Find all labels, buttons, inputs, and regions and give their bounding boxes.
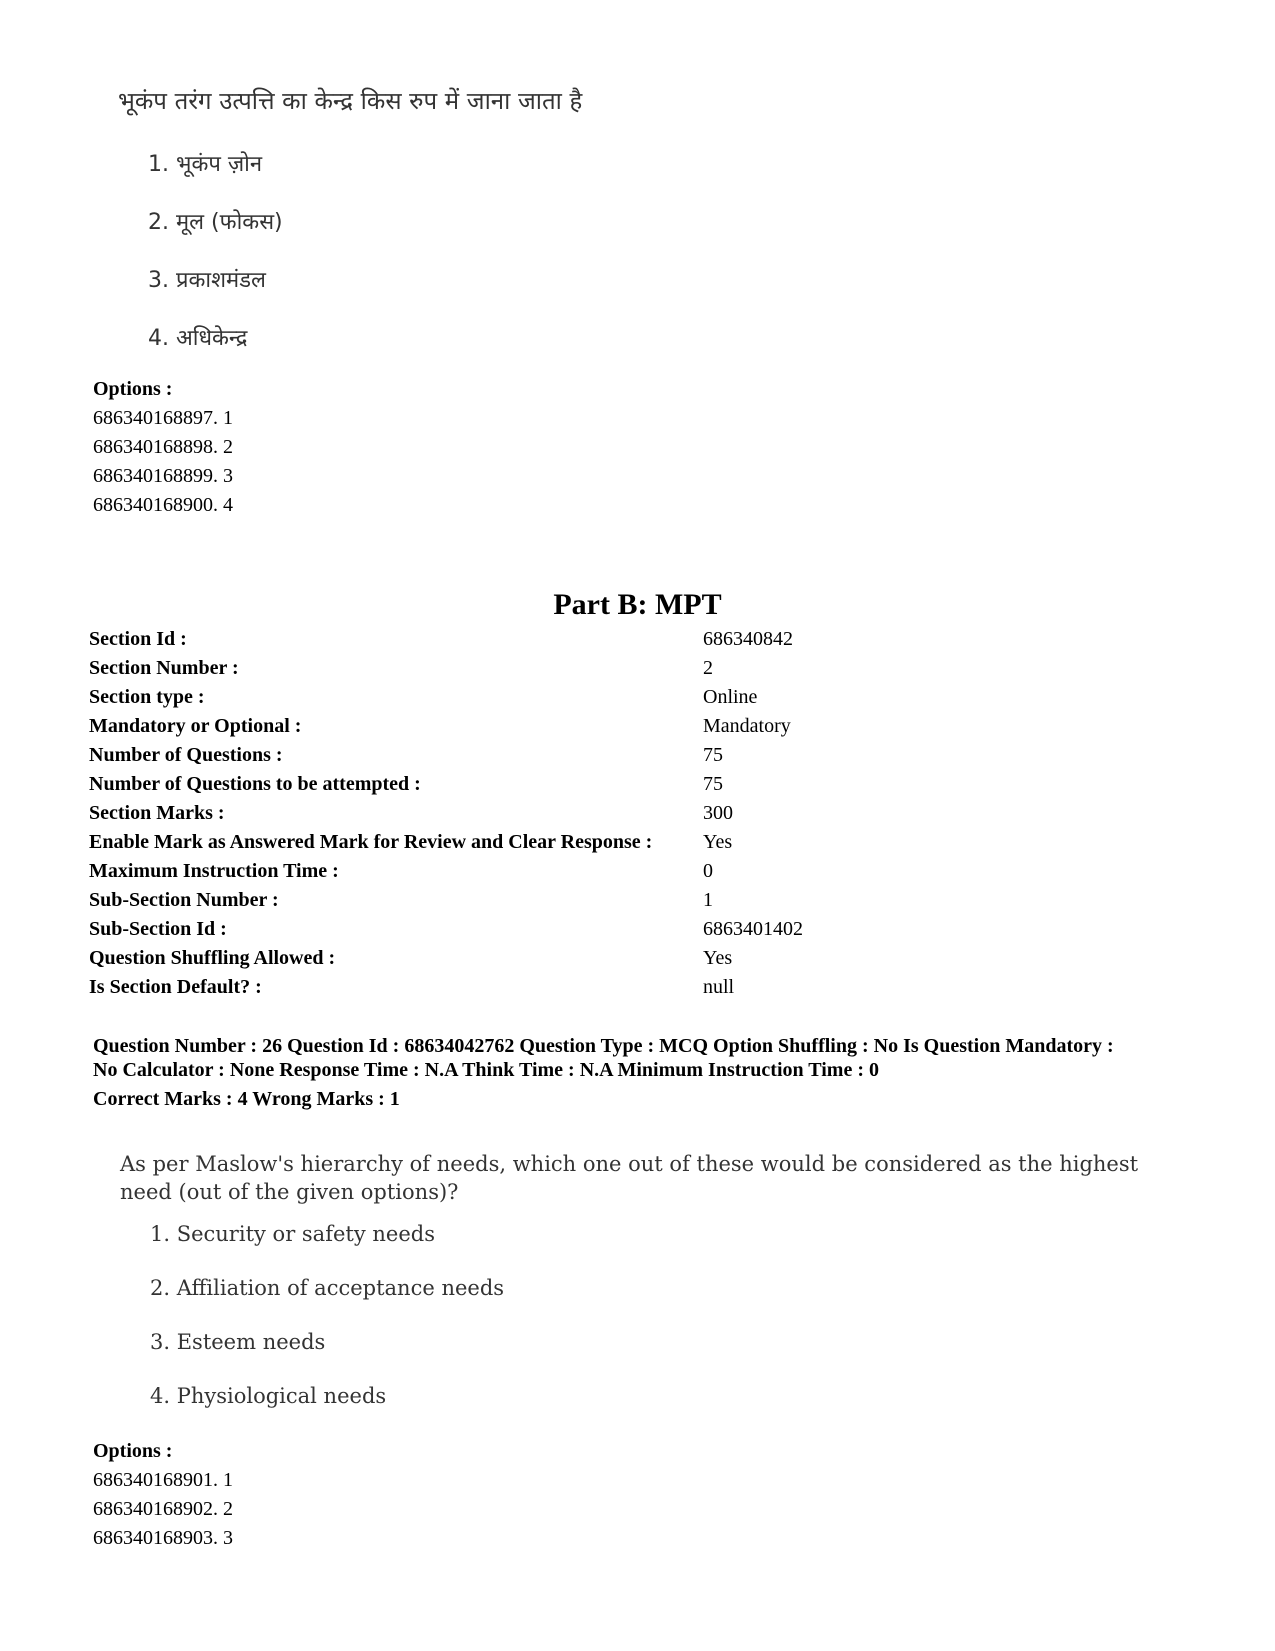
option-id: 686340168899. 3	[93, 465, 233, 487]
hindi-choice-1: 1. भूकंप ज़ोन	[148, 152, 263, 177]
hindi-choice-4: 4. अधिकेन्द्र	[148, 326, 248, 351]
section-row-value: Mandatory	[703, 715, 791, 737]
section-row-value: 2	[703, 657, 713, 679]
section-row-value: Yes	[703, 947, 733, 969]
section-row-value: Yes	[703, 831, 733, 853]
question-marks: Correct Marks : 4 Wrong Marks : 1	[93, 1088, 400, 1110]
section-row-label: Number of Questions to be attempted :	[89, 773, 421, 795]
section-row-value: 75	[703, 744, 723, 766]
question-meta-line: No Calculator : None Response Time : N.A Think Time : N.A Minimum Instruction Time : 0	[93, 1059, 879, 1081]
options-label: Options :	[93, 378, 173, 400]
question-choice-4: 4. Physiological needs	[150, 1384, 387, 1408]
section-row-value: 0	[703, 860, 713, 882]
section-row-label: Section Marks :	[89, 802, 225, 824]
section-row-label: Section Id :	[89, 628, 187, 650]
option-id: 686340168897. 1	[93, 407, 233, 429]
hindi-choice-2: 2. मूल (फोकस)	[148, 210, 283, 235]
section-row-label: Mandatory or Optional :	[89, 715, 302, 737]
section-row-value: 300	[703, 802, 733, 824]
question-choice-1: 1. Security or safety needs	[150, 1222, 435, 1246]
section-row-value: Online	[703, 686, 758, 708]
section-row-label: Sub-Section Number :	[89, 889, 279, 911]
section-row-value: null	[703, 976, 735, 998]
question-choice-2: 2. Affiliation of acceptance needs	[150, 1276, 505, 1300]
hindi-choice-3: 3. प्रकाशमंडल	[148, 268, 266, 293]
section-row-label: Maximum Instruction Time :	[89, 860, 339, 882]
section-title: Part B: MPT	[553, 588, 722, 621]
section-row-label: Section Number :	[89, 657, 239, 679]
option-id: 686340168900. 4	[93, 494, 233, 516]
hindi-question-text: भूकंप तरंग उत्पत्ति का केन्द्र किस रुप में जाना जाता है	[118, 87, 583, 115]
option-id: 686340168902. 2	[93, 1498, 233, 1520]
section-row-label: Section type :	[89, 686, 205, 708]
section-row-value: 686340842	[703, 628, 793, 650]
section-row-value: 1	[703, 889, 713, 911]
section-row-label: Sub-Section Id :	[89, 918, 227, 940]
section-row-value: 75	[703, 773, 723, 795]
section-row-value: 6863401402	[703, 918, 803, 940]
section-row-label: Question Shuffling Allowed :	[89, 947, 336, 969]
options-label: Options :	[93, 1440, 173, 1462]
section-row-label: Is Section Default? :	[89, 976, 262, 998]
question-meta-line: Question Number : 26 Question Id : 68634042762 Question Type : MCQ Option Shuffling : No Is Question Mandatory :	[93, 1035, 1114, 1057]
question-text: As per Maslow's hierarchy of needs, which one out of these would be considered as the highest need (out of the given options)?	[120, 1152, 1139, 1204]
section-row-label: Number of Questions :	[89, 744, 283, 766]
option-id: 686340168903. 3	[93, 1527, 233, 1549]
question-choice-3: 3. Esteem needs	[150, 1330, 326, 1354]
option-id: 686340168898. 2	[93, 436, 233, 458]
option-id: 686340168901. 1	[93, 1469, 233, 1491]
section-row-label: Enable Mark as Answered Mark for Review and Clear Response :	[89, 831, 653, 853]
